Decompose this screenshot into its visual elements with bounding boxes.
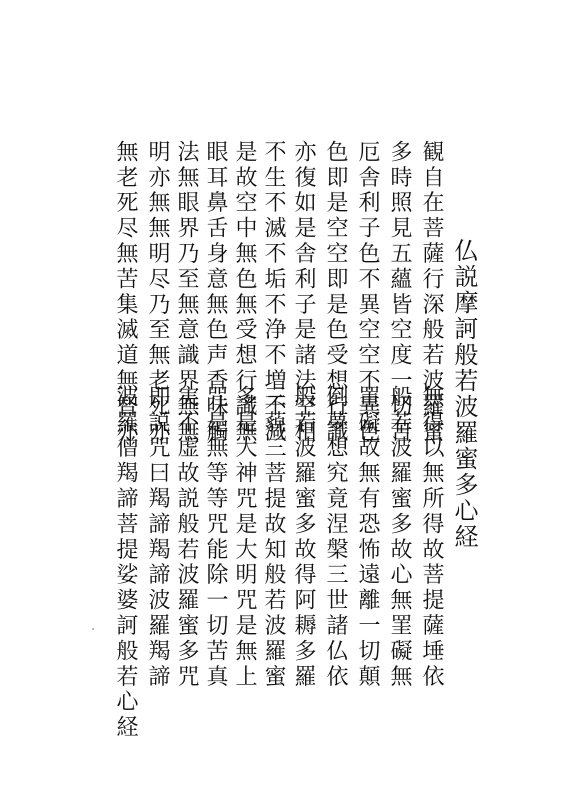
sutra-column-lower-7: 多是大神咒是大明咒是無上 <box>232 385 257 690</box>
sutra-column-lower-4: 倒夢想究竟涅槃三世諸仏依 <box>323 385 348 690</box>
sutra-column-upper-10: 明亦無無明尽乃至無老死亦 <box>145 140 170 445</box>
sutra-column-lower-5: 般若波羅蜜多故得阿耨多羅 <box>291 385 316 690</box>
sutra-column-lower-1: 無得以無所得故菩提薩埵依 <box>419 385 444 690</box>
sutra-column-lower-2: 般若波羅蜜多故心無罣礙無 <box>387 385 412 690</box>
sutra-title: 仏説摩訶般若波羅蜜多心経 <box>450 238 478 550</box>
sutra-column-upper-9: 法無眼界乃至無意識界無無 <box>174 140 199 445</box>
sutra-column-lower-9: 実不虚故説般若波羅蜜多咒 <box>174 385 199 690</box>
sutra-column-upper-2: 多時照見五蘊皆空度一切苦 <box>387 140 412 445</box>
sutra-column-upper-11: 無老死尽無苦集滅道無智亦 <box>113 140 138 445</box>
sutra-column-upper-3: 厄舎利子色不異空空不異色 <box>355 140 380 445</box>
scan-speck <box>92 628 94 630</box>
sutra-column-lower-8: 咒是無等等咒能除一切苦真 <box>203 385 228 690</box>
sutra-column-upper-4: 色即是空空即是色受想行識 <box>323 140 348 445</box>
sutra-column-lower-3: 罣礙故無有恐怖遠離一切顛 <box>355 385 380 690</box>
sutra-column-upper-1: 観自在菩薩行深般若波羅蜜 <box>419 140 444 445</box>
sutra-column-upper-8: 眼耳鼻舌身意無色声香味觸 <box>203 140 228 445</box>
sutra-column-upper-6: 不生不滅不垢不浄不増不減 <box>261 140 286 445</box>
sutra-column-upper-5: 亦復如是舎利子是諸法空相 <box>291 140 316 445</box>
sutra-column-lower-6: 三藐三菩提故知般若波羅蜜 <box>261 385 286 690</box>
sutra-column-lower-11: 波羅僧羯諦菩提娑婆訶般若心経 <box>113 385 138 741</box>
sutra-column-lower-10: 即説咒曰羯諦羯諦波羅羯諦 <box>145 385 170 690</box>
sutra-column-upper-7: 是故空中無色無受想行識無 <box>232 140 257 445</box>
